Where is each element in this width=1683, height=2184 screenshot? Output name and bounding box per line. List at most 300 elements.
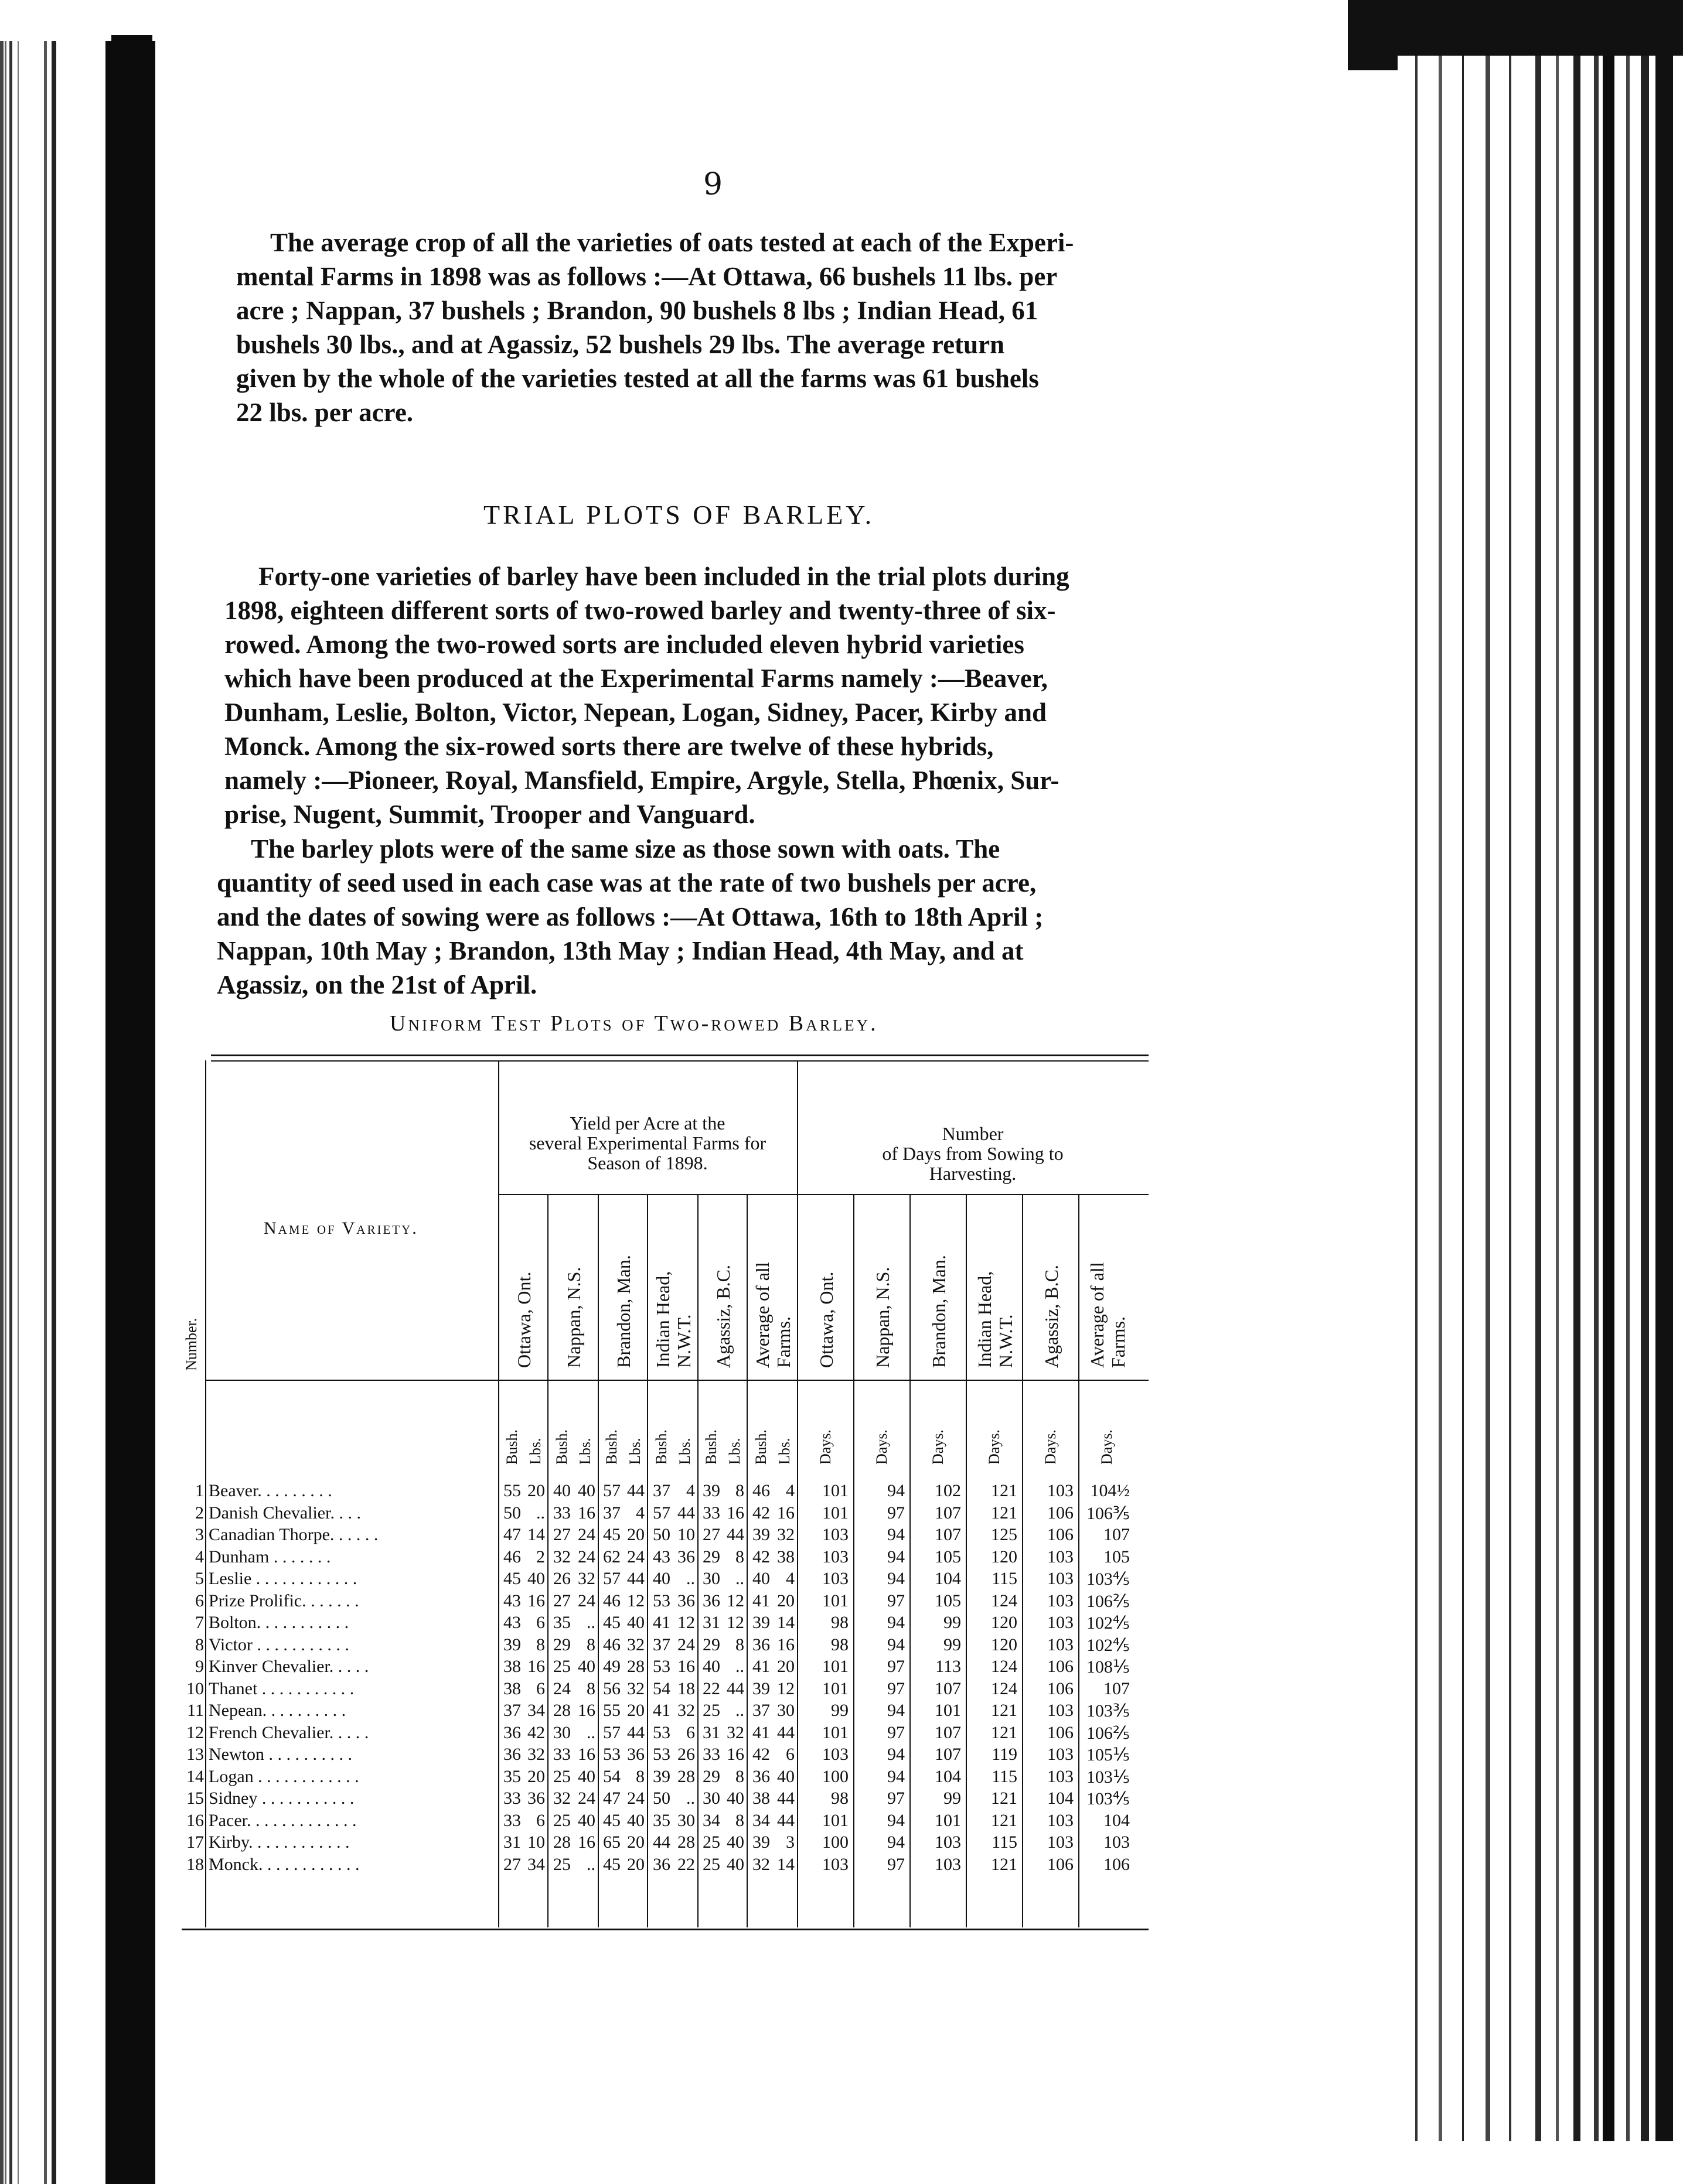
barley-intro-paragraph: [224, 559, 1232, 831]
days-cell: 104: [1047, 1789, 1074, 1808]
text-line: mental Farms in 1898 was as follows :—At Ottawa, 66 bushels 11 lbs. per: [236, 262, 1058, 291]
days-cell: 94: [887, 1569, 905, 1588]
days-cell: 106⅖: [1086, 1723, 1130, 1743]
table-row: [182, 1723, 1149, 1743]
yield-pounds-cell: 24: [627, 1547, 645, 1567]
yield-pounds-cell: ..: [686, 1569, 695, 1588]
yield-bushels-cell: 27: [503, 1854, 521, 1874]
yield-pounds-cell: ..: [587, 1613, 595, 1632]
yield-bushels-cell: 33: [503, 1810, 521, 1830]
days-cell: 121: [991, 1503, 1017, 1523]
yield-pounds-cell: 40: [727, 1854, 744, 1874]
row-number: 4: [195, 1547, 204, 1567]
yield-bushels-cell: 39: [752, 1832, 770, 1852]
yield-bushels-cell: 53: [603, 1745, 621, 1764]
days-cell: 103: [1047, 1481, 1074, 1500]
text-line: namely :—Pioneer, Royal, Mansfield, Empire, Argyle, Stella, Phœnix, Sur-: [224, 766, 1059, 795]
days-cell: 103: [822, 1569, 849, 1588]
yield-bushels-cell: 33: [703, 1503, 720, 1523]
yield-pounds-cell: 16: [777, 1634, 795, 1654]
yield-pounds-cell: 16: [527, 1591, 545, 1610]
days-cell: 115: [992, 1766, 1017, 1786]
variety-name: Kinver Chevalier. . . . .: [209, 1657, 369, 1676]
table-row: [182, 1745, 1149, 1765]
yield-bushels-cell: 43: [503, 1613, 521, 1632]
yield-bushels-cell: 28: [553, 1701, 571, 1720]
yield-pounds-cell: 10: [527, 1832, 545, 1852]
yield-bushels-cell: 33: [553, 1745, 571, 1764]
days-cell: 99: [831, 1701, 849, 1720]
table-row: [182, 1613, 1149, 1633]
yield-pounds-cell: 8: [536, 1634, 545, 1654]
days-cell: 120: [991, 1613, 1017, 1632]
days-cell: 97: [887, 1722, 905, 1742]
yield-pounds-cell: 26: [677, 1745, 695, 1764]
yield-pounds-cell: 32: [527, 1745, 545, 1764]
yield-bushels-cell: 25: [553, 1657, 571, 1676]
days-column-header: Brandon, Man.: [928, 1255, 949, 1368]
row-number: 10: [186, 1678, 204, 1698]
header-line: Yield per Acre at the: [570, 1113, 725, 1134]
table-row: [182, 1635, 1149, 1655]
row-number: 3: [195, 1525, 204, 1544]
yield-bushels-cell: 62: [603, 1547, 621, 1567]
yield-bushels-cell: 25: [553, 1766, 571, 1786]
days-cell: 106: [1103, 1854, 1130, 1874]
yield-pounds-cell: 28: [677, 1832, 695, 1852]
days-cell: 121: [991, 1854, 1017, 1874]
yield-bushels-cell: 22: [703, 1678, 720, 1698]
yield-bushels-cell: 50: [503, 1503, 521, 1523]
text-line: quantity of seed used in each case was at the rate of two bushels per acre,: [217, 868, 1037, 898]
yield-pounds-cell: 40: [627, 1613, 645, 1632]
days-column-header: Agassiz, B.C.: [1041, 1265, 1062, 1368]
yield-bushels-cell: 37: [503, 1701, 521, 1720]
page: [158, 0, 1395, 2184]
yield-bushels-cell: 54: [603, 1766, 621, 1786]
text-line: Monck. Among the six-rowed sorts there are twelve of these hybrids,: [224, 732, 994, 761]
days-cell: 97: [887, 1678, 905, 1698]
yield-bushels-cell: 39: [653, 1766, 670, 1786]
yield-pounds-cell: 40: [527, 1569, 545, 1588]
yield-column-header: N.W.T.: [673, 1314, 694, 1368]
days-cell: 101: [822, 1722, 849, 1742]
table-row: [182, 1657, 1149, 1677]
yield-pounds-cell: 16: [527, 1657, 545, 1676]
days-cell: 99: [943, 1789, 961, 1808]
days-cell: 107: [935, 1503, 961, 1523]
book-page-edges: [1398, 56, 1683, 2141]
days-cell: 103: [1047, 1591, 1074, 1610]
yield-pounds-cell: 20: [527, 1766, 545, 1786]
days-cell: 103: [822, 1525, 849, 1544]
yield-pounds-cell: 40: [578, 1481, 595, 1500]
yield-pounds-cell: 6: [536, 1810, 545, 1830]
variety-name: French Chevalier. . . . .: [209, 1722, 369, 1742]
yield-bushels-cell: 38: [752, 1789, 770, 1808]
days-cell: 103: [935, 1854, 961, 1874]
text-line: 1898, eighteen different sorts of two-rowed barley and twenty-three of six-: [224, 596, 1056, 625]
text-line: Dunham, Leslie, Bolton, Victor, Nepean, Logan, Sidney, Pacer, Kirby and: [224, 698, 1047, 727]
table-row: [182, 1811, 1149, 1831]
days-cell: 106⅖: [1086, 1591, 1130, 1611]
text-line: Forty-one varieties of barley have been included in the trial plots during: [258, 562, 1069, 591]
yield-bushels-cell: 29: [703, 1766, 720, 1786]
yield-bushels-cell: 45: [603, 1613, 621, 1632]
text-line: The barley plots were of the same size as those sown with oats. The: [251, 834, 1000, 864]
group-header-rule: [498, 1194, 1149, 1195]
yield-bushels-cell: 25: [703, 1832, 720, 1852]
days-cell: 97: [887, 1503, 905, 1523]
yield-bushels-cell: 45: [603, 1525, 621, 1544]
days-column-header: Nappan, N.S.: [872, 1267, 893, 1368]
yield-bushels-cell: 46: [752, 1481, 770, 1500]
unit-header: Lbs.: [527, 1438, 544, 1465]
days-cell: 103: [1047, 1766, 1074, 1786]
text-line: prise, Nugent, Summit, Trooper and Vanguard.: [224, 800, 755, 829]
row-number: 16: [186, 1810, 204, 1830]
yield-pounds-cell: 40: [727, 1789, 744, 1808]
yield-bushels-cell: 57: [653, 1503, 670, 1523]
yield-bushels-cell: 36: [503, 1722, 521, 1742]
days-cell: 103: [935, 1832, 961, 1852]
days-cell: 107: [1103, 1678, 1130, 1698]
table-title: Uniform Test Plots of Two-rowed Barley.: [390, 1011, 878, 1036]
yield-bushels-cell: 33: [503, 1789, 521, 1808]
variety-name: Monck. . . . . . . . . . . .: [209, 1854, 360, 1874]
variety-name: Dunham . . . . . . .: [209, 1547, 331, 1567]
yield-pounds-cell: 4: [786, 1481, 795, 1500]
variety-name: Danish Chevalier. . . .: [209, 1503, 361, 1523]
row-number: 2: [195, 1503, 204, 1523]
days-cell: 103⅘: [1086, 1569, 1130, 1589]
yield-pounds-cell: 24: [627, 1789, 645, 1808]
yield-pounds-cell: 4: [686, 1481, 695, 1500]
row-number: 1: [195, 1481, 204, 1500]
days-cell: 94: [887, 1613, 905, 1632]
text-line: rowed. Among the two-rowed sorts are included eleven hybrid varieties: [224, 630, 1024, 659]
days-group-header: [800, 1124, 1146, 1183]
yield-bushels-cell: 25: [703, 1854, 720, 1874]
yield-bushels-cell: 25: [553, 1854, 571, 1874]
yield-pounds-cell: 12: [727, 1591, 744, 1610]
yield-pounds-cell: 34: [527, 1701, 545, 1720]
days-cell: 107: [935, 1745, 961, 1764]
yield-pounds-cell: 16: [727, 1745, 744, 1764]
days-cell: 106: [1047, 1503, 1074, 1523]
yield-pounds-cell: 16: [578, 1832, 595, 1852]
yield-bushels-cell: 39: [752, 1613, 770, 1632]
yield-column-header: Nappan, N.S.: [563, 1267, 584, 1368]
yield-bushels-cell: 27: [553, 1525, 571, 1544]
yield-bushels-cell: 29: [553, 1634, 571, 1654]
yield-bushels-cell: 26: [553, 1569, 571, 1588]
days-cell: 101: [822, 1657, 849, 1676]
days-column-header: Farms.: [1108, 1316, 1129, 1368]
text-line: Agassiz, on the 21st of April.: [217, 970, 537, 999]
yield-bushels-cell: 36: [752, 1766, 770, 1786]
yield-pounds-cell: 22: [677, 1854, 695, 1874]
yield-pounds-cell: 40: [777, 1766, 795, 1786]
yield-pounds-cell: 24: [677, 1634, 695, 1654]
text-line: given by the whole of the varieties tested at all the farms was 61 bushels: [236, 364, 1039, 393]
yield-bushels-cell: 65: [603, 1832, 621, 1852]
days-cell: 104½: [1090, 1481, 1130, 1500]
days-cell: 94: [887, 1766, 905, 1786]
yield-column-header: Agassiz, B.C.: [713, 1265, 734, 1368]
yield-pounds-cell: ..: [735, 1569, 744, 1588]
yield-bushels-cell: 27: [553, 1591, 571, 1610]
section-heading: TRIAL PLOTS OF BARLEY.: [483, 500, 875, 530]
yield-pounds-cell: 20: [777, 1591, 795, 1610]
yield-bushels-cell: 46: [603, 1634, 621, 1654]
unit-header: Days.: [986, 1429, 1003, 1465]
yield-pounds-cell: 4: [786, 1569, 795, 1588]
header-line: Season of 1898.: [587, 1152, 708, 1173]
yield-pounds-cell: 20: [627, 1854, 645, 1874]
days-cell: 98: [831, 1634, 849, 1654]
variety-name: Canadian Thorpe. . . . . .: [209, 1525, 379, 1544]
yield-pounds-cell: 8: [735, 1810, 744, 1830]
yield-pounds-cell: 8: [636, 1766, 645, 1786]
yield-bushels-cell: 57: [603, 1481, 621, 1500]
yield-pounds-cell: 8: [735, 1634, 744, 1654]
days-column-header: Ottawa, Ont.: [816, 1271, 837, 1368]
yield-bushels-cell: 57: [603, 1569, 621, 1588]
days-cell: 104: [1103, 1810, 1130, 1830]
yield-bushels-cell: 31: [503, 1832, 521, 1852]
yield-bushels-cell: 47: [503, 1525, 521, 1544]
yield-bushels-cell: 41: [752, 1657, 770, 1676]
table-row: [182, 1855, 1149, 1875]
yield-pounds-cell: 40: [627, 1810, 645, 1830]
row-number: 14: [186, 1766, 204, 1786]
unit-header: Days.: [929, 1429, 946, 1465]
table-row: [182, 1525, 1149, 1545]
days-cell: 108⅕: [1086, 1657, 1130, 1677]
days-cell: 94: [887, 1547, 905, 1567]
days-cell: 125: [991, 1525, 1017, 1544]
yield-pounds-cell: 14: [777, 1854, 795, 1874]
days-cell: 94: [887, 1701, 905, 1720]
yield-bushels-cell: 39: [503, 1634, 521, 1654]
days-cell: 107: [1103, 1525, 1130, 1544]
yield-pounds-cell: 2: [536, 1547, 545, 1567]
yield-pounds-cell: 8: [735, 1766, 744, 1786]
row-number: 6: [195, 1591, 204, 1610]
unit-header: Lbs.: [776, 1438, 793, 1465]
yield-pounds-cell: 28: [627, 1657, 645, 1676]
yield-bushels-cell: 40: [653, 1569, 670, 1588]
yield-pounds-cell: 24: [578, 1547, 595, 1567]
days-cell: 97: [887, 1789, 905, 1808]
days-cell: 103: [1047, 1613, 1074, 1632]
yield-pounds-cell: 44: [627, 1481, 645, 1500]
variety-name: Sidney . . . . . . . . . . .: [209, 1789, 355, 1808]
table-row: [182, 1547, 1149, 1567]
days-cell: 103: [1047, 1745, 1074, 1764]
unit-header: Lbs.: [577, 1438, 594, 1465]
yield-pounds-cell: 30: [677, 1810, 695, 1830]
yield-pounds-cell: 18: [677, 1678, 695, 1698]
yield-pounds-cell: 30: [777, 1701, 795, 1720]
yield-bushels-cell: 50: [653, 1525, 670, 1544]
days-cell: 106: [1047, 1854, 1074, 1874]
days-cell: 104: [935, 1766, 961, 1786]
yield-bushels-cell: 41: [752, 1722, 770, 1742]
table-row: [182, 1767, 1149, 1787]
yield-pounds-cell: ..: [536, 1503, 545, 1523]
variety-name: Thanet . . . . . . . . . . .: [209, 1678, 355, 1698]
yield-bushels-cell: 53: [653, 1722, 670, 1742]
yield-bushels-cell: 32: [752, 1854, 770, 1874]
yield-pounds-cell: 20: [627, 1701, 645, 1720]
header-line: Harvesting.: [929, 1163, 1017, 1184]
header-line: Number: [942, 1123, 1004, 1144]
days-cell: 119: [992, 1745, 1017, 1764]
yield-pounds-cell: 40: [727, 1832, 744, 1852]
yield-pounds-cell: 12: [777, 1678, 795, 1698]
book-left-edge: [0, 0, 64, 2184]
yield-bushels-cell: 30: [703, 1569, 720, 1588]
days-cell: 107: [935, 1525, 961, 1544]
table-row: [182, 1481, 1149, 1501]
days-cell: 102⅘: [1086, 1635, 1130, 1655]
yield-pounds-cell: 14: [527, 1525, 545, 1544]
yield-bushels-cell: 55: [503, 1481, 521, 1500]
table-row: [182, 1789, 1149, 1808]
yield-bushels-cell: 43: [653, 1547, 670, 1567]
days-cell: 106: [1047, 1678, 1074, 1698]
yield-pounds-cell: 32: [777, 1525, 795, 1544]
row-number: 18: [186, 1854, 204, 1874]
yield-pounds-cell: 8: [587, 1678, 595, 1698]
days-cell: 100: [822, 1832, 849, 1852]
days-cell: 106: [1047, 1525, 1074, 1544]
yield-bushels-cell: 37: [653, 1634, 670, 1654]
table-top-rule: [211, 1055, 1149, 1056]
yield-bushels-cell: 40: [553, 1481, 571, 1500]
days-cell: 115: [992, 1832, 1017, 1852]
days-cell: 97: [887, 1854, 905, 1874]
yield-pounds-cell: 20: [627, 1525, 645, 1544]
table-top-rule: [211, 1060, 1149, 1062]
yield-column-header: Average of all: [752, 1262, 773, 1368]
barley-sowing-paragraph: [217, 832, 1225, 1002]
yield-pounds-cell: 40: [578, 1657, 595, 1676]
yield-column-header: Ottawa, Ont.: [513, 1271, 534, 1368]
days-cell: 120: [991, 1634, 1017, 1654]
yield-bushels-cell: 37: [603, 1503, 621, 1523]
days-cell: 103: [1047, 1547, 1074, 1567]
days-cell: 99: [943, 1613, 961, 1632]
yield-pounds-cell: 32: [677, 1701, 695, 1720]
days-cell: 124: [991, 1678, 1017, 1698]
days-cell: 94: [887, 1745, 905, 1764]
days-cell: 100: [822, 1766, 849, 1786]
yield-bushels-cell: 42: [752, 1547, 770, 1567]
header-line: of Days from Sowing to: [882, 1143, 1064, 1164]
yield-bushels-cell: 46: [603, 1591, 621, 1610]
yield-bushels-cell: 32: [553, 1547, 571, 1567]
yield-bushels-cell: 56: [603, 1678, 621, 1698]
yield-pounds-cell: 12: [727, 1613, 744, 1632]
yield-pounds-cell: 20: [527, 1481, 545, 1500]
table-row: [182, 1701, 1149, 1721]
days-cell: 103: [1103, 1832, 1130, 1852]
unit-header: Lbs.: [726, 1438, 743, 1465]
text-line: bushels 30 lbs., and at Agassiz, 52 bushels 29 lbs. The average return: [236, 330, 1005, 359]
row-number: 13: [186, 1745, 204, 1764]
text-line: The average crop of all the varieties of oats tested at each of the Experi-: [270, 228, 1074, 257]
yield-bushels-cell: 36: [503, 1745, 521, 1764]
yield-pounds-cell: 44: [677, 1503, 695, 1523]
yield-bushels-cell: 55: [603, 1701, 621, 1720]
yield-bushels-cell: 46: [503, 1547, 521, 1567]
variety-name: Newton . . . . . . . . . .: [209, 1745, 352, 1764]
days-cell: 103: [1047, 1701, 1074, 1720]
days-cell: 106⅗: [1086, 1503, 1130, 1523]
row-number: 15: [186, 1789, 204, 1808]
days-cell: 101: [822, 1591, 849, 1610]
yield-bushels-cell: 25: [703, 1701, 720, 1720]
page-number: 9: [703, 167, 723, 202]
days-cell: 103: [822, 1854, 849, 1874]
yield-bushels-cell: 28: [553, 1832, 571, 1852]
days-cell: 98: [831, 1789, 849, 1808]
yield-pounds-cell: 44: [727, 1678, 744, 1698]
days-cell: 107: [935, 1678, 961, 1698]
yield-bushels-cell: 25: [553, 1810, 571, 1830]
days-cell: 124: [991, 1657, 1017, 1676]
name-of-variety-header: Name of Variety.: [264, 1219, 418, 1238]
yield-group-header: [501, 1113, 794, 1173]
header-rule: [205, 1380, 1149, 1381]
yield-bushels-cell: 42: [752, 1503, 770, 1523]
days-cell: 104: [935, 1569, 961, 1588]
yield-bushels-cell: 47: [603, 1789, 621, 1808]
yield-pounds-cell: 44: [777, 1789, 795, 1808]
days-cell: 101: [935, 1810, 961, 1830]
yield-pounds-cell: 40: [578, 1810, 595, 1830]
yield-pounds-cell: 34: [527, 1854, 545, 1874]
unit-header: Bush.: [752, 1429, 769, 1465]
yield-bushels-cell: 44: [653, 1832, 670, 1852]
variety-name: Logan . . . . . . . . . . . .: [209, 1766, 359, 1786]
yield-pounds-cell: 6: [786, 1745, 795, 1764]
variety-name: Leslie . . . . . . . . . . . .: [209, 1569, 357, 1588]
unit-header: Bush.: [603, 1429, 620, 1465]
text-line: and the dates of sowing were as follows :—At Ottawa, 16th to 18th April ;: [217, 902, 1044, 931]
yield-pounds-cell: 16: [727, 1503, 744, 1523]
days-cell: 121: [991, 1789, 1017, 1808]
yield-pounds-cell: 42: [527, 1722, 545, 1742]
variety-name: Pacer. . . . . . . . . . . . .: [209, 1810, 357, 1830]
yield-bushels-cell: 45: [603, 1810, 621, 1830]
days-cell: 94: [887, 1634, 905, 1654]
yield-pounds-cell: 36: [677, 1547, 695, 1567]
yield-pounds-cell: 40: [578, 1766, 595, 1786]
yield-pounds-cell: 36: [677, 1591, 695, 1610]
days-cell: 107: [935, 1722, 961, 1742]
row-number: 9: [195, 1657, 204, 1676]
oats-summary-paragraph: [236, 226, 1244, 429]
row-number: 17: [186, 1832, 204, 1852]
yield-bushels-cell: 33: [703, 1745, 720, 1764]
days-cell: 101: [822, 1810, 849, 1830]
number-header: Number.: [183, 1318, 200, 1371]
yield-pounds-cell: ..: [587, 1854, 595, 1874]
